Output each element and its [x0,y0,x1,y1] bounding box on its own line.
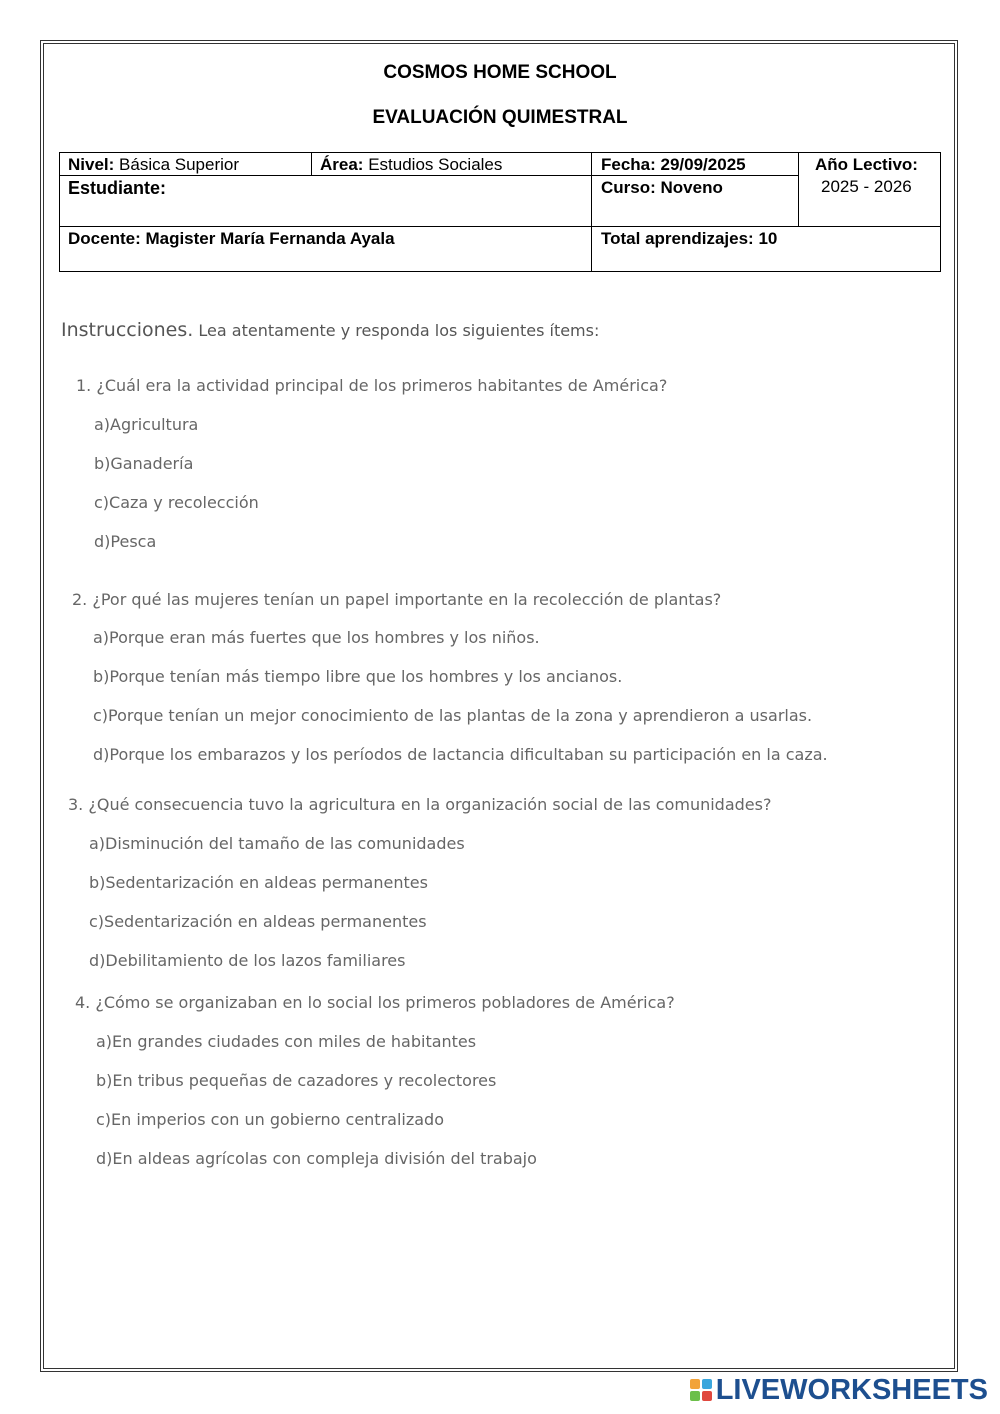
question-3: 3. ¿Qué consecuencia tuvo la agricultura en la organización social de las comunidades? [68,795,772,814]
option-3c[interactable]: c)Sedentarización en aldeas permanentes [89,912,427,931]
area-cell [320,155,502,175]
option-1d[interactable]: d)Pesca [94,532,157,551]
instructions [61,319,599,341]
instructions-text: Lea atentamente y responda los siguientes ítems: [193,321,600,340]
liveworksheets-logo-icon [690,1379,712,1401]
info-table [59,152,941,272]
anio-value: 2025 - 2026 [821,177,912,196]
logo-square [690,1379,700,1389]
nivel-value: Básica Superior [114,155,240,174]
estudiante-field[interactable]: Estudiante: [68,178,167,198]
table-rule [311,153,312,175]
table-rule [591,153,592,271]
option-3d[interactable]: d)Debilitamiento de los lazos familiares [89,951,406,970]
exam-title: EVALUACIÓN QUIMESTRAL [372,107,628,128]
liveworksheets-logo-text: LIVEWORKSHEETS [715,1373,988,1406]
option-2a[interactable]: a)Porque eran más fuertes que los hombres y los niños. [93,628,540,647]
option-4a[interactable]: a)En grandes ciudades con miles de habitantes [96,1032,477,1051]
option-2b[interactable]: b)Porque tenían más tiempo libre que los hombres y los ancianos. [93,667,623,686]
docente-value: : Magister María Fernanda Ayala [135,229,395,248]
nivel-label: Nivel: [68,155,115,174]
table-rule [798,153,799,226]
school-title: COSMOS HOME SCHOOL [383,62,617,83]
option-1b[interactable]: b)Ganadería [94,454,194,473]
option-1a[interactable]: a)Agricultura [94,415,199,434]
table-rule [60,175,798,176]
total-cell: Total aprendizajes: 10 [601,229,778,248]
option-4b[interactable]: b)En tribus pequeñas de cazadores y recolectores [96,1071,497,1090]
option-3b[interactable]: b)Sedentarización en aldeas permanentes [89,873,428,892]
question-1: 1. ¿Cuál era la actividad principal de los primeros habitantes de América? [76,376,668,395]
option-3a[interactable]: a)Disminución del tamaño de las comunidades [89,834,465,853]
option-4c[interactable]: c)En imperios con un gobierno centralizado [96,1110,444,1129]
docente-label: Docente [68,229,136,248]
liveworksheets-logo [690,1374,988,1406]
question-4: 4. ¿Cómo se organizaban en lo social los primeros pobladores de América? [75,993,675,1012]
fecha-cell: Fecha: 29/09/2025 [601,155,746,174]
anio-label: Año Lectivo: [815,155,918,174]
instructions-lead: Instrucciones. [61,319,194,341]
logo-square [702,1379,712,1389]
option-4d[interactable]: d)En aldeas agrícolas con compleja división del trabajo [96,1149,537,1168]
table-rule [60,226,940,227]
option-2c[interactable]: c)Porque tenían un mejor conocimiento de las plantas de la zona y aprendieron a usarlas. [93,706,813,725]
curso-cell: Curso: Noveno [601,178,723,197]
area-label: Área: [320,155,364,174]
area-value: Estudios Sociales [363,155,503,174]
logo-square [702,1391,712,1401]
logo-square [690,1391,700,1401]
docente-cell [68,229,395,249]
question-2: 2. ¿Por qué las mujeres tenían un papel importante en la recolección de plantas? [72,590,722,609]
nivel-cell [68,155,239,175]
option-1c[interactable]: c)Caza y recolección [94,493,259,512]
option-2d[interactable]: d)Porque los embarazos y los períodos de lactancia dificultaban su participación en la caza. [93,745,828,764]
